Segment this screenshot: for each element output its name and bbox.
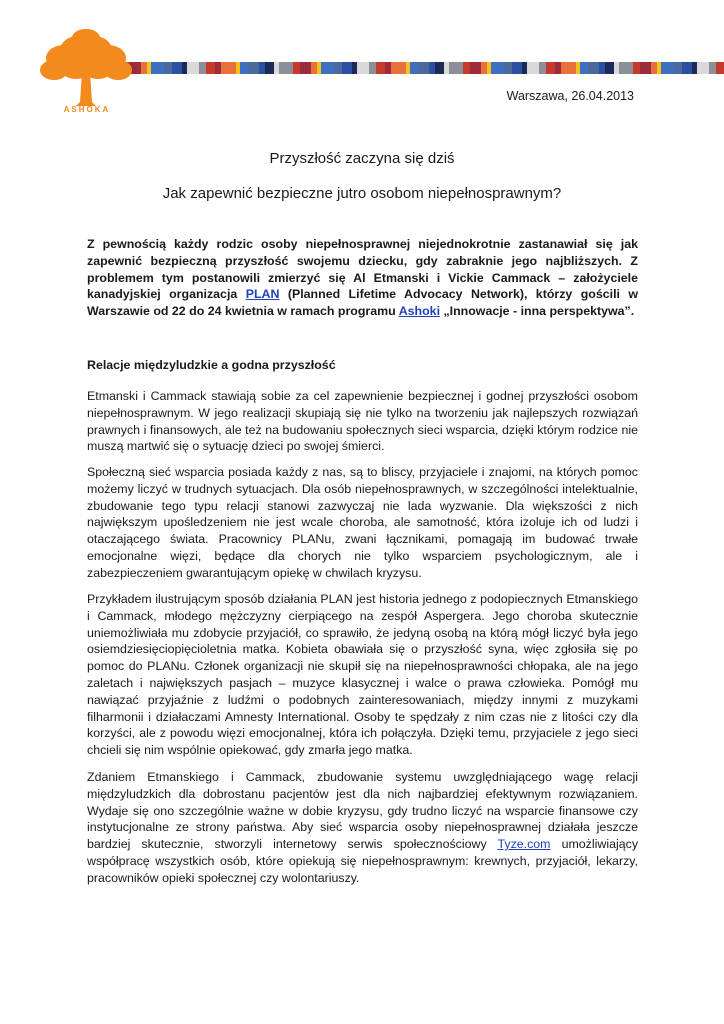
stripe-segment — [265, 62, 274, 74]
stripe-segment — [172, 62, 182, 74]
document-date: Warszawa, 26.04.2013 — [506, 89, 634, 103]
header-stripe-bar — [95, 62, 724, 74]
logo-text: ASHOKA — [63, 105, 111, 114]
section-heading: Relacje międzyludzkie a godna przyszłość — [87, 358, 336, 372]
lead-text-1: Z pewnością każdy rodzic osoby niepełnosprawnej niejednokrotnie zastanawiał się jak zapewnić bezpieczną przyszłość swojemu dziecku, gdy zabraknie jego najbliższych. Z problemem tym postanowili zmierzyć się Al Etmanski i Vickie Cammack – założyciele kanadyjskiej organizacja — [87, 237, 638, 302]
paragraph-2: Społeczną sieć wsparcia posiada każdy z nas, są to bliscy, przyjaciele i znajomi, na których pomoc możemy liczyć w trudnych sytuacjach. Dla osób niepełnosprawnych, w szczególności intelektualnie, zbudowanie tego typu relacji stanowi zazwyczaj nie lada wyzwanie. Dla większości z nich największym upośledzeniem nie jest wcale choroba, ale samotność, która izoluje ich od ludzi i otaczającego świata. Pracownicy PLANu, zwani łącznikami, pomagają im budować trwałe emocjonalne więzi, będące dla chorych nie tylko wsparciem psychologicznym, ale i zabezpieczeniem gwarantującym opiekę w chwilach kryzysu. — [87, 465, 638, 580]
stripe-segment — [376, 62, 385, 74]
stripe-segment — [240, 62, 248, 74]
stripe-segment — [716, 62, 724, 74]
stripe-segment — [682, 62, 692, 74]
stripe-segment — [199, 62, 206, 74]
document-title: Przyszłość zaczyna się dziś — [269, 150, 455, 167]
stripe-segment — [640, 62, 651, 74]
stripe-segment — [605, 62, 614, 74]
stripe-segment — [164, 62, 172, 74]
plan-link[interactable]: PLAN — [245, 287, 280, 302]
stripe-segment — [391, 62, 406, 74]
lead-text-2: (Planned Lifetime Advocacy Network), którzy gościli w Warszawie od 22 do 24 kwietnia w ramach programu — [87, 287, 638, 319]
document-subtitle: Jak zapewnić bezpieczne jutro osobom niepełnosprawnym? — [162, 185, 562, 202]
stripe-segment — [527, 62, 539, 74]
stripe-segment — [546, 62, 555, 74]
paragraph-4-text-2: umożliwiający współpracę wszystkich osób, które opiekują się niepełnosprawnym: krewnych, przyjaciół, lekarzy, pracowników opieki społecznej czy wolontariuszy. — [87, 837, 639, 885]
stripe-segment — [491, 62, 504, 74]
stripe-segment — [449, 62, 463, 74]
lead-paragraph — [87, 236, 638, 320]
stripe-segment — [248, 62, 259, 74]
stripe-segment — [697, 62, 709, 74]
stripe-segment — [410, 62, 418, 74]
stripe-segment — [435, 62, 444, 74]
stripe-segment — [504, 62, 512, 74]
lead-text-3: „Innowacje - inna perspektywa”. — [440, 304, 635, 319]
stripe-segment — [321, 62, 334, 74]
stripe-segment — [369, 62, 376, 74]
stripe-segment — [279, 62, 293, 74]
stripe-segment — [418, 62, 429, 74]
stripe-segment — [539, 62, 546, 74]
tyze-link[interactable]: Tyze.com — [497, 837, 551, 852]
paragraph-4 — [87, 769, 638, 887]
stripe-segment — [561, 62, 576, 74]
stripe-segment — [334, 62, 342, 74]
tree-icon — [36, 28, 136, 108]
stripe-segment — [633, 62, 640, 74]
stripe-segment — [221, 62, 236, 74]
stripe-segment — [151, 62, 164, 74]
paragraph-1: Etmanski i Cammack stawiają sobie za cel zapewnienie bezpiecznej i godnej przyszłości osobom niepełnosprawnym. W jego realizacji skupiają się nie tylko na tworzeniu jak najlepszych rozwiązań prawnych i finansowych, ale też na budowaniu społecznych sieci wsparcia, dzięki którym rodzice nie muszą martwić się o sytuację dzieci po swojej śmierci. — [87, 389, 638, 454]
stripe-segment — [674, 62, 682, 74]
stripe-segment — [293, 62, 300, 74]
stripe-segment — [470, 62, 481, 74]
stripe-segment — [709, 62, 716, 74]
stripe-segment — [619, 62, 633, 74]
stripe-segment — [300, 62, 311, 74]
ashoki-link[interactable]: Ashoki — [398, 304, 441, 319]
stripe-segment — [512, 62, 522, 74]
stripe-segment — [661, 62, 674, 74]
stripe-segment — [357, 62, 369, 74]
stripe-segment — [187, 62, 199, 74]
paragraph-3: Przykładem ilustrującym sposób działania PLAN jest historia jednego z podopiecznych Etmanskiego i Cammack, młodego mężczyzny cierpiącego na zespół Aspergera. Jego choroba skutecznie uniemożliwiała mu zdobycie przyjaciół, co sprawiło, że jedyną osobą na którą mógł liczyć była jego osiemdziesięciopięcioletnia matka. Kobieta obawiała się o przyszłość syna, więc zgłosiła się po pomoc do PLANu. Członek organizacji nie skupił się na niepełnosprawności chłopaka, ale na jego zaletach i największych pasjach – muzyce klasycznej i walce o prawa człowieka. Pomógł mu nawiązać przyjaźnie z ludźmi o podobnych zainteresowaniach, między innymi z muzykami filharmonii i działaczami Amnesty International. Osoby te spędzały z nim czas nie z litości czy dla korzyści, ale z powodu więzi emocjonalnej, która ich połączyła. Dzięki temu, przyjaciele z jego sieci chcieli się nim wspólnie opiekować, gdy zmarła jego matka. — [87, 592, 638, 758]
stripe-segment — [580, 62, 588, 74]
stripe-segment — [206, 62, 215, 74]
stripe-segment — [588, 62, 599, 74]
stripe-segment — [342, 62, 352, 74]
paragraph-4-text-1: Zdaniem Etmanskiego i Cammack, zbudowanie systemu uwzględniającego wagę relacji międzyludzkich dla dobrostanu pacjentów jest dla nich najbardziej efektywnym rozwiązaniem. Wydaje się ono szczególnie ważne w dobie kryzysu, gdy trudno liczyć na wsparcie finansowe czy instytucjonalne ze strony państwa. Aby sieć wsparcia osoby niepełnosprawnej działała jeszcze bardziej skutecznie, stworzyli internetowy serwis społecznościowy — [87, 770, 638, 852]
stripe-segment — [463, 62, 470, 74]
